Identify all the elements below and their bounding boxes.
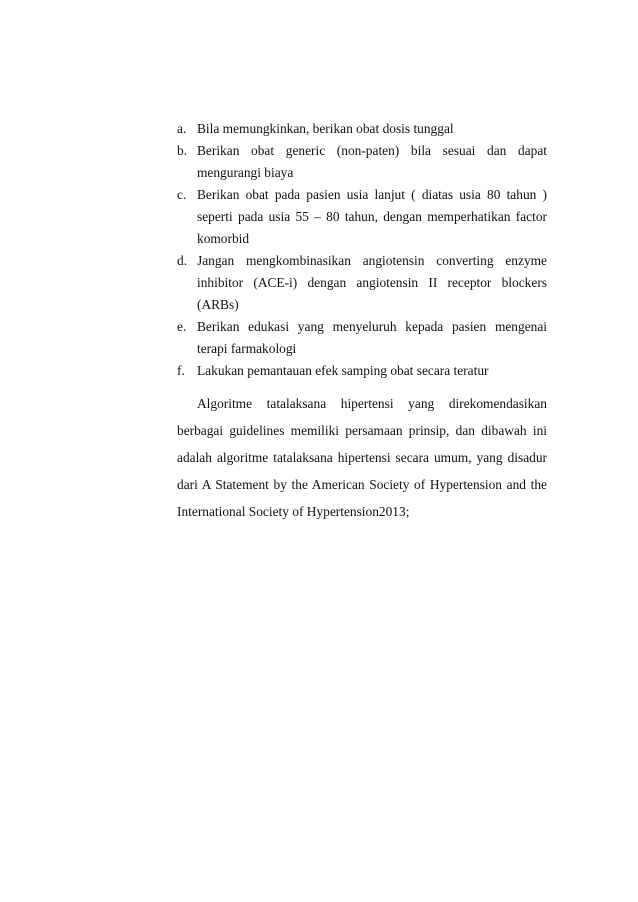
list-item [177,140,547,184]
list-item [177,360,547,382]
document-body [177,118,547,525]
list-marker: a. [177,121,187,136]
list-item-text: Bila memungkinkan, berikan obat dosis tunggal [197,121,454,136]
body-paragraph: Algoritme tatalaksana hipertensi yang direkomendasikan berbagai guidelines memiliki persamaan prinsip, dan dibawah ini adalah algoritme tatalaksana hipertensi secara umum, yang disadur dari A Statement by the American Society of Hypertension and the International Society of Hypertension2013; [177,396,547,519]
list-item-text: Berikan obat generic (non-paten) bila sesuai dan dapat mengurangi biaya [197,143,547,180]
list-marker: b. [177,143,188,158]
list-marker: d. [177,253,188,268]
list-marker: e. [177,319,187,334]
list-item-text: Lakukan pemantauan efek samping obat secara teratur [197,363,489,378]
list-item [177,316,547,360]
list-item [177,184,547,250]
recommendation-list [177,118,547,382]
list-item-text: Berikan obat pada pasien usia lanjut ( diatas usia 80 tahun ) seperti pada usia 55 – 80 tahun, dengan memperhatikan factor komorbid [197,187,547,246]
list-item [177,118,547,140]
list-marker: f. [177,363,185,378]
list-item-text: Berikan edukasi yang menyeluruh kepada pasien mengenai terapi farmakologi [197,319,547,356]
list-item-text: Jangan mengkombinasikan angiotensin converting enzyme inhibitor (ACE-i) dengan angiotensin II receptor blockers (ARBs) [197,253,547,312]
list-item [177,250,547,316]
list-marker: c. [177,187,187,202]
